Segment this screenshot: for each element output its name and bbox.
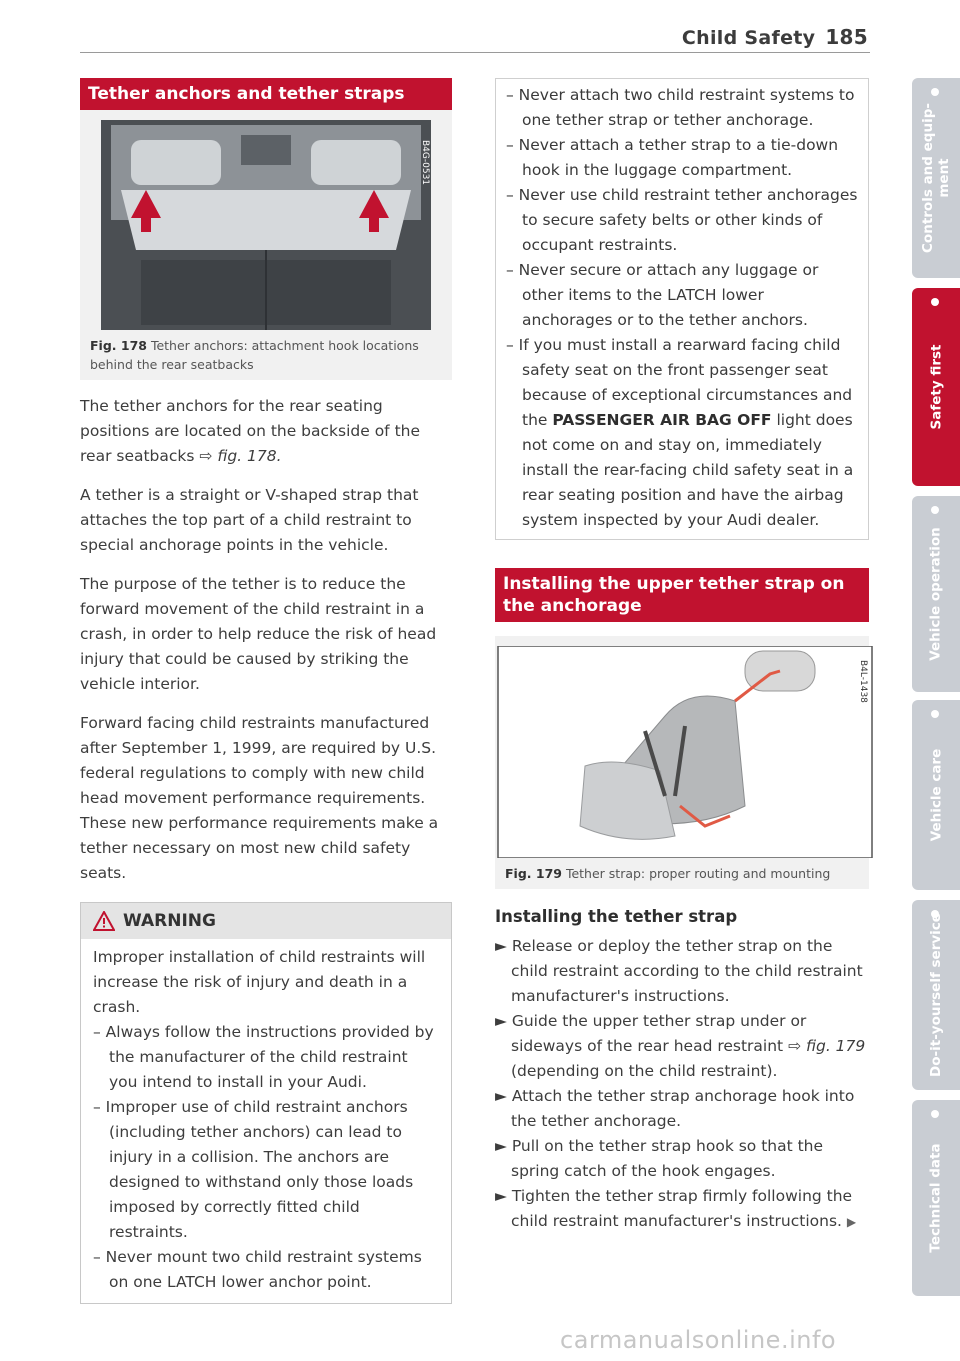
warning-item: – Never secure or attach any luggage or other items to the LATCH lower anchorages or to the tether anchors. [506, 261, 819, 329]
tab-technical-data[interactable]: Technical data [912, 1100, 960, 1296]
step-item: ► Attach the tether strap anchorage hook into the tether anchorage. [495, 1087, 855, 1130]
running-head [682, 25, 868, 49]
subheading: Installing the tether strap [495, 907, 738, 926]
warning-continuation [495, 78, 869, 540]
paragraph: The tether anchors for the rear seating positions are located on the backside of the rear seatbacks ⇨ fig. 178. [80, 397, 421, 465]
tab-controls-and-equipment[interactable]: Controls and equip- ment [912, 78, 960, 278]
paragraph: The purpose of the tether is to reduce the forward movement of the child restraint in a crash, in order to help reduce the risk of head injury that could be caused by striking the vehicle interior. [80, 575, 437, 693]
warning-intro: Improper installation of child restraints will increase the risk of injury and death in a crash. [93, 948, 426, 1016]
tab-dot-icon [931, 298, 939, 306]
tab-vehicle-care[interactable]: Vehicle care [912, 700, 960, 890]
tab-do-it-yourself-service[interactable]: Do-it-yourself service [912, 900, 960, 1090]
paragraph: Forward facing child restraints manufactured after September 1, 1999, are required by U.S. federal regulations to comply with new child head movement performance requirements. These new performance requirements make a tether necessary on most new child safety seats. [80, 714, 439, 882]
tab-safety-first[interactable]: Safety first [912, 288, 960, 486]
figure-reference[interactable]: ⇨ fig. 179 [788, 1037, 866, 1055]
header-rule [80, 52, 870, 53]
tab-dot-icon [931, 506, 939, 514]
figure-caption: Fig. 178 Tether anchors: attachment hook locations behind the rear seatbacks [90, 338, 419, 372]
figure-code: B4L-1438 [858, 660, 868, 703]
figure-reference[interactable]: ⇨ fig. 178. [199, 447, 282, 465]
tab-vehicle-operation[interactable]: Vehicle operation [912, 496, 960, 692]
left-column [80, 78, 452, 1304]
warning-item: – Always follow the instructions provided by the manufacturer of the child restraint you intend to install in your Audi. [93, 1023, 434, 1091]
tab-dot-icon [931, 88, 939, 96]
right-column [495, 78, 869, 1235]
page-number: 185 [825, 25, 868, 49]
figure-code: B4G-0531 [420, 140, 430, 186]
step-item: ► Tighten the tether strap firmly following the child restraint manufacturer's instructions. ▶ [495, 1187, 857, 1230]
section-title: Child Safety [681, 27, 816, 49]
warning-item: – Never attach two child restraint systems to one tether strap or tether anchorage. [506, 86, 855, 129]
steps-list [495, 934, 869, 1235]
step-item: ► Pull on the tether strap hook so that the spring catch of the hook engages. [495, 1137, 824, 1180]
warning-triangle-icon [93, 911, 115, 931]
warning-item: – Never mount two child restraint systems on one LATCH lower anchor point. [93, 1248, 422, 1291]
figure-178 [80, 110, 452, 380]
section-heading-tether-anchors: Tether anchors and tether straps [80, 78, 452, 110]
continue-arrow-icon: ▶ [846, 1215, 857, 1229]
paragraph: A tether is a straight or V-shaped strap that attaches the top part of a child restraint to special anchorage points in the vehicle. [80, 486, 419, 554]
watermark: carmanualsonline.info [560, 1326, 837, 1354]
warning-item: – Never attach a tether strap to a tie-down hook in the luggage compartment. [506, 136, 839, 179]
warning-item: – Never use child restraint tether anchorages to secure safety belts or other kinds of occupant restraints. [506, 186, 858, 254]
airbag-off-label: PASSENGER AIR BAG OFF [552, 411, 772, 429]
warning-item: – Improper use of child restraint anchors (including tether anchors) can lead to injury in a collision. The anchors are designed to withstand only those loads imposed by correctly fitted child restraints. [93, 1098, 414, 1241]
warning-header [81, 903, 451, 939]
section-heading-installing-upper-tether: Installing the upper tether strap on the anchorage [495, 568, 869, 622]
figure-caption: Fig. 179 Tether strap: proper routing and mounting [505, 866, 831, 881]
figure-179 [495, 636, 869, 889]
warning-body [81, 939, 451, 1303]
warning-item: – If you must install a rearward facing child safety seat on the front passenger seat because of exceptional circumstances and the PASSENGER AIR BAG OFF light does not come on and stay on, immediately install the rear-facing child safety seat in a rear seating position and have the airbag system inspected by your Audi dealer. [506, 336, 854, 529]
rear-seatback-illustration [101, 120, 431, 330]
child-seat-tether-illustration [495, 646, 875, 858]
warning-box [80, 902, 452, 1304]
step-item: ► Release or deploy the tether strap on the child restraint according to the child restraint manufacturer's instructions. [495, 937, 863, 1005]
warning-title: WARNING [123, 911, 216, 931]
tab-dot-icon [931, 1110, 939, 1118]
step-item: ► Guide the upper tether strap under or sideways of the rear head restraint ⇨ fig. 179 (depending on the child restraint). [495, 1012, 866, 1080]
tab-dot-icon [931, 710, 939, 718]
